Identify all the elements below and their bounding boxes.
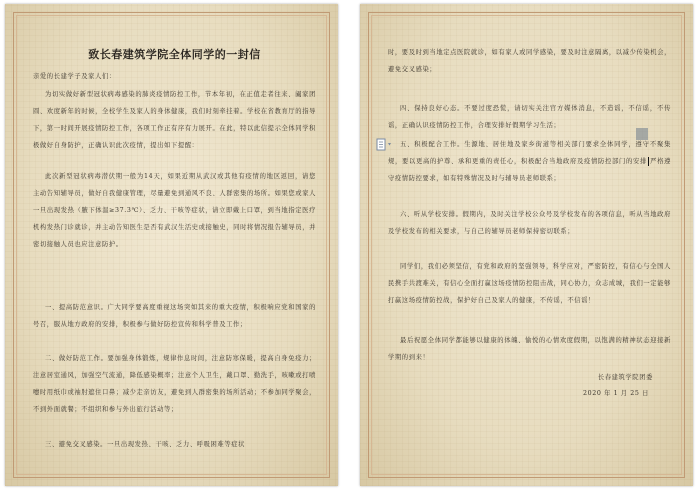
letter-page-2	[360, 4, 693, 486]
signature: 长春建筑学院团委	[597, 374, 653, 381]
paragraph-incubation: 此次新型冠状病毒潜伏期一般为14天，如果近期从武汉或其他有疫情的地区返回，请您主动告知辅导员，做好自我健康管理，尽量避免到通风不良、人群密集的场所。如果您或家人一旦出现发热（腋下体温≥37.3℃）、乏力、干咳等症状，请立即戴上口罩，到当地指定医疗机构发热门诊就诊，并主动告知医生是否有武汉生活史或接触史，同时将情况报告辅导员，并密切接触人员也应注意防护。	[33, 173, 316, 248]
paragraph-item-4: 四、保持良好心态。不要过度恐慌，请切实关注官方媒体消息，不造谣，不信谣，不传谣，正确认识疫情防控工作，合理安排好假期学习生活；	[388, 105, 671, 129]
paragraph-item-5	[388, 136, 671, 187]
page-2-content	[388, 4, 671, 486]
paragraph-item-5-text-cont: 严格遵守疫情防控要求，如有特殊情况及时与辅导员老师联系；	[388, 158, 671, 182]
paragraph-wishes: 最后祝愿全体同学都能够以健康的体魄、愉悦的心情欢度假期，以饱满的精神状态迎接新学期的到来！	[388, 337, 671, 361]
page-1-content	[33, 4, 316, 486]
letter-page-1	[5, 4, 338, 486]
paragraph-item-5-text: 五、积极配合工作。生源地、居住地及家乡街道等相关部门要求全体同学，遵守不聚集规，要以更高的护尊、承和更重的责任心，积极配合当地政府及疫情防控部门的安排	[388, 141, 671, 165]
paragraph-intro: 为切实做好新型冠状病毒感染的肺炎疫情防控工作，节本年初，在正值走者往来、阖家团圆、欢度新年的时候，全校学生及家人的身体健康，我们时刻牵挂着。学校在省教育厅的指导下，第一时间开展疫情防控工作，各项工作正有序有力展开。在此，特以此信提示全体同学积极做好自身防护，正确认识此次疫情，提出如下提醒：	[33, 91, 316, 149]
paragraph-item-3-start: 三、避免交叉感染。一旦出现发热、干咳、乏力、呼吸困难等症状	[45, 441, 246, 448]
paragraph-item-1: 一、提高防范意识。广大同学要高度重视这场突如其来的重大疫情，积极响应党和国家的号召，服从地方政府的安排，积极参与做好防控宣传和科学普及工作；	[33, 304, 316, 328]
text-cursor	[648, 157, 649, 166]
paragraph-item-2: 二、做好防范工作。要加强身体锻炼，规律作息时间，注意防寒保暖，提高自身免疫力；注意居室通风，加强空气流通，降低感染概率；注意个人卫生，戴口罩、勤洗手，咳嗽或打喷嚏时用纸巾或袖肘遮住口鼻；减少走亲访友，避免到人群密集的场所活动；不参加同学聚会，不到外面就餐；不组织和参与外出旅行活动等；	[33, 355, 316, 413]
document-icon[interactable]	[376, 138, 394, 152]
paragraph-item-3-cont: 时，要及时到当地定点医院就诊，如有家人或同学感染，要及时注意隔离，以减少传染机会，避免交叉感染；	[388, 49, 671, 73]
paragraph-closing: 同学们，我们必须坚信，有党和政府的坚强领导，科学应对，严密防控，有信心与全国人民携手共渡难关，有信心全面打赢这场疫情防控阻击战，同心协力，众志成城，我们一定能够打赢这场疫情防控战，保护好自己及家人的健康，不传谣，不信谣！	[388, 263, 671, 304]
paragraph-item-6: 六、听从学校安排。假期内，及时关注学校公众号及学校发布的各项信息，听从当地政府及学校发布的相关要求，与自己的辅导员老师保持密切联系；	[388, 211, 671, 235]
letter-date: 2020 年 1 月 25 日	[583, 390, 649, 397]
letter-title: 致长春建筑学院全体同学的一封信	[88, 48, 261, 61]
salutation: 亲爱的长建学子及家人们：	[33, 73, 116, 80]
margin-comment-icon[interactable]	[636, 128, 648, 140]
